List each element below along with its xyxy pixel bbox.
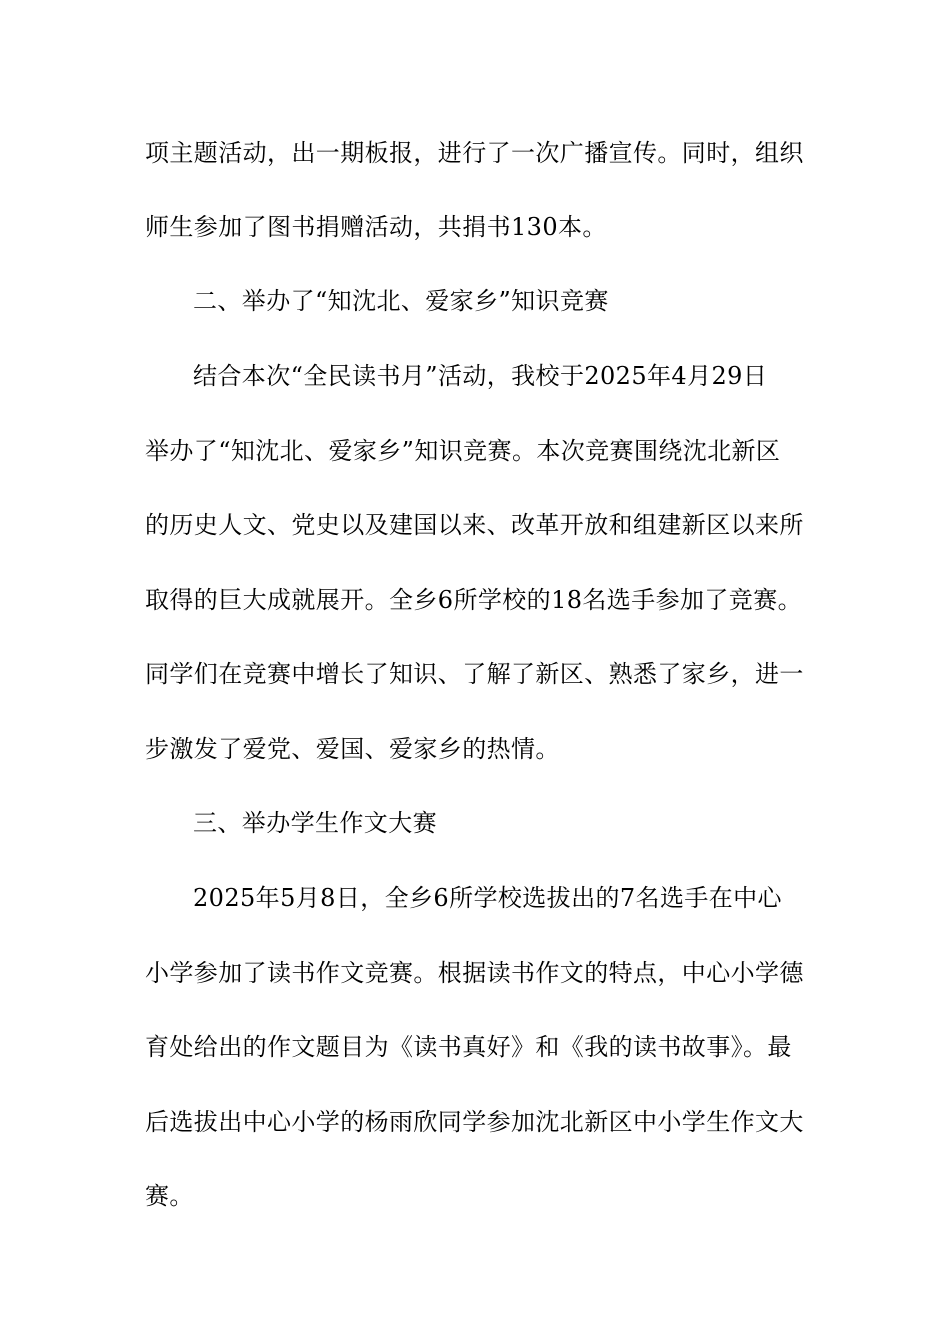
paragraph-line: 举办了“知沈北、爱家乡”知识竞赛。本次竞赛围绕沈北新区	[145, 437, 781, 465]
paragraph-line: 取得的巨大成就展开。全乡6所学校的18名选手参加了竞赛。	[145, 586, 803, 614]
section-heading: 三、举办学生作文大赛	[193, 809, 437, 837]
paragraph-line: 项主题活动，出一期板报，进行了一次广播宣传。同时，组织	[145, 139, 804, 167]
paragraph-line: 后选拔出中心小学的杨雨欣同学参加沈北新区中小学生作文大	[145, 1108, 804, 1136]
paragraph-line: 步激发了爱党、爱国、爱家乡的热情。	[145, 735, 560, 763]
paragraph-line: 的历史人文、党史以及建国以来、改革开放和组建新区以来所	[145, 511, 804, 539]
section-heading: 二、举办了“知沈北、爱家乡”知识竞赛	[193, 287, 609, 315]
paragraph-line: 同学们在竞赛中增长了知识、了解了新区、熟悉了家乡，进一	[145, 660, 804, 688]
paragraph-line: 小学参加了读书作文竞赛。根据读书作文的特点，中心小学德	[145, 959, 804, 987]
paragraph-line: 育处给出的作文题目为《读书真好》和《我的读书故事》。最	[145, 1033, 792, 1061]
paragraph-line: 结合本次“全民读书月”活动，我校于2025年4月29日	[193, 362, 768, 390]
paragraph-line: 赛。	[145, 1182, 194, 1210]
paragraph-line: 师生参加了图书捐赠活动，共捐书130本。	[145, 213, 607, 241]
paragraph-line: 2025年5月8日，全乡6所学校选拔出的7名选手在中心	[193, 884, 782, 912]
